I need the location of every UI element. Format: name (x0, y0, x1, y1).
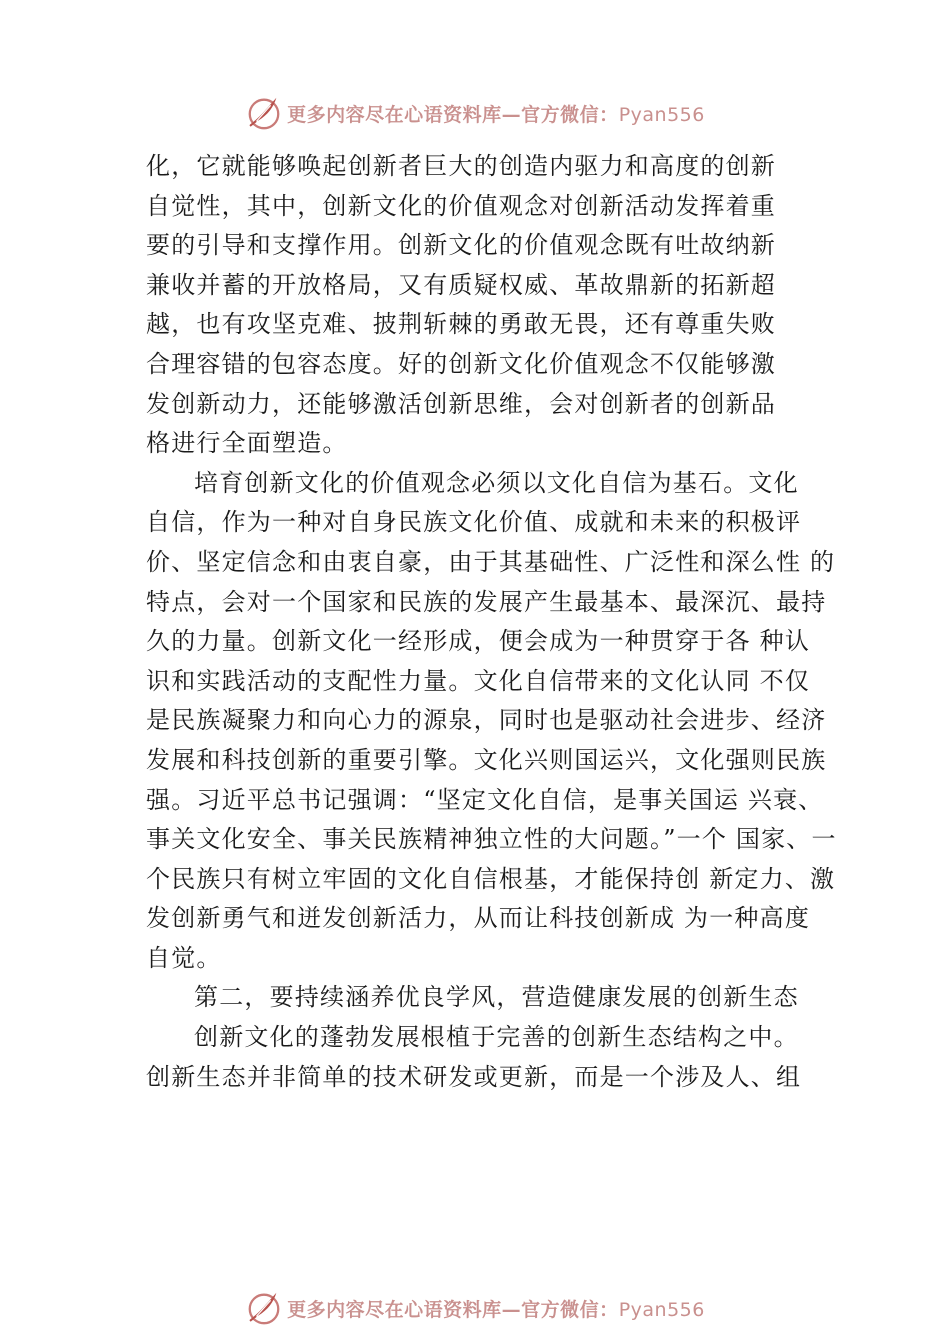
document-body (146, 147, 836, 1097)
section-heading: 第二，要持续涵养优良学风，营造健康发展的创新生态 (194, 983, 799, 1012)
text-line: 个民族只有树立牢固的文化自信根基，才能保持创 新定力、激 (146, 864, 836, 893)
header-wechat-label: 官方微信： (521, 103, 619, 126)
text-line: 识和实践活动的支配性力量。文化自信带来的文化认同 不仅 (146, 666, 811, 695)
text-line: 要的引导和支撑作用。创新文化的价值观念既有吐故纳新 (146, 231, 776, 260)
header-wechat-id: Pyan556 (618, 103, 705, 126)
text-line: 自信，作为一种对自身民族文化价值、成就和未来的积极评 (146, 508, 802, 537)
text-line: 价、坚定信念和由衷自豪，由于其基础性、广泛性和深么性 的 (146, 547, 836, 576)
feather-pen-icon (245, 1289, 283, 1327)
header-text (287, 100, 705, 127)
header-separator: — (501, 103, 522, 126)
text-line: 自觉。 (146, 943, 222, 972)
header-banner (0, 93, 950, 133)
text-line: 是民族凝聚力和向心力的源泉，同时也是驱动社会进步、经济 (146, 706, 827, 735)
text-line: 合理容错的包容态度。好的创新文化价值观念不仅能够激 (146, 349, 776, 378)
text-line: 发展和科技创新的重要引擎。文化兴则国运兴，文化强则民族 (146, 745, 827, 774)
footer-site-name: 更多内容尽在心语资料库 (287, 1298, 502, 1321)
text-line: 越，也有攻坚克难、披荆斩棘的勇敢无畏，还有尊重失败 (146, 310, 776, 339)
footer-banner (0, 1288, 950, 1328)
text-line: 格进行全面塑造。 (146, 429, 348, 458)
text-line: 发创新动力，还能够激活创新思维，会对创新者的创新品 (146, 389, 776, 418)
text-line: 化，它就能够唤起创新者巨大的创造内驱力和高度的创新 (146, 152, 776, 180)
text-line: 久的力量。创新文化一经形成，便会成为一种贯穿于各 种认 (146, 627, 811, 656)
text-line: 创新生态并非简单的技术研发或更新，而是一个涉及人、组 (146, 1062, 802, 1091)
paragraph-start-line: 培育创新文化的价值观念必须以文化自信为基石。文化 (194, 468, 799, 497)
text-line: 发创新勇气和迸发创新活力，从而让科技创新成 为一种高度 (146, 904, 811, 933)
text-line: 特点，会对一个国家和民族的发展产生最基本、最深沉、最持 (146, 587, 827, 616)
footer-wechat-label: 官方微信： (521, 1298, 619, 1321)
paragraph-start-line: 创新文化的蓬勃发展根植于完善的创新生态结构之中。 (194, 1023, 799, 1052)
footer-wechat-id: Pyan556 (618, 1298, 705, 1321)
footer-separator: — (501, 1298, 522, 1321)
text-line: 自觉性，其中，创新文化的价值观念对创新活动发挥着重 (146, 191, 776, 220)
feather-pen-icon (245, 94, 283, 132)
text-line: 强。习近平总书记强调：“坚定文化自信，是事关国运 兴衰、 (146, 785, 824, 814)
text-line: 兼收并蓄的开放格局，又有质疑权威、革故鼎新的拓新超 (146, 270, 776, 299)
header-site-name: 更多内容尽在心语资料库 (287, 103, 502, 126)
footer-text (287, 1295, 705, 1322)
text-line: 事关文化安全、事关民族精神独立性的大问题。”一个 国家、一 (146, 825, 837, 854)
